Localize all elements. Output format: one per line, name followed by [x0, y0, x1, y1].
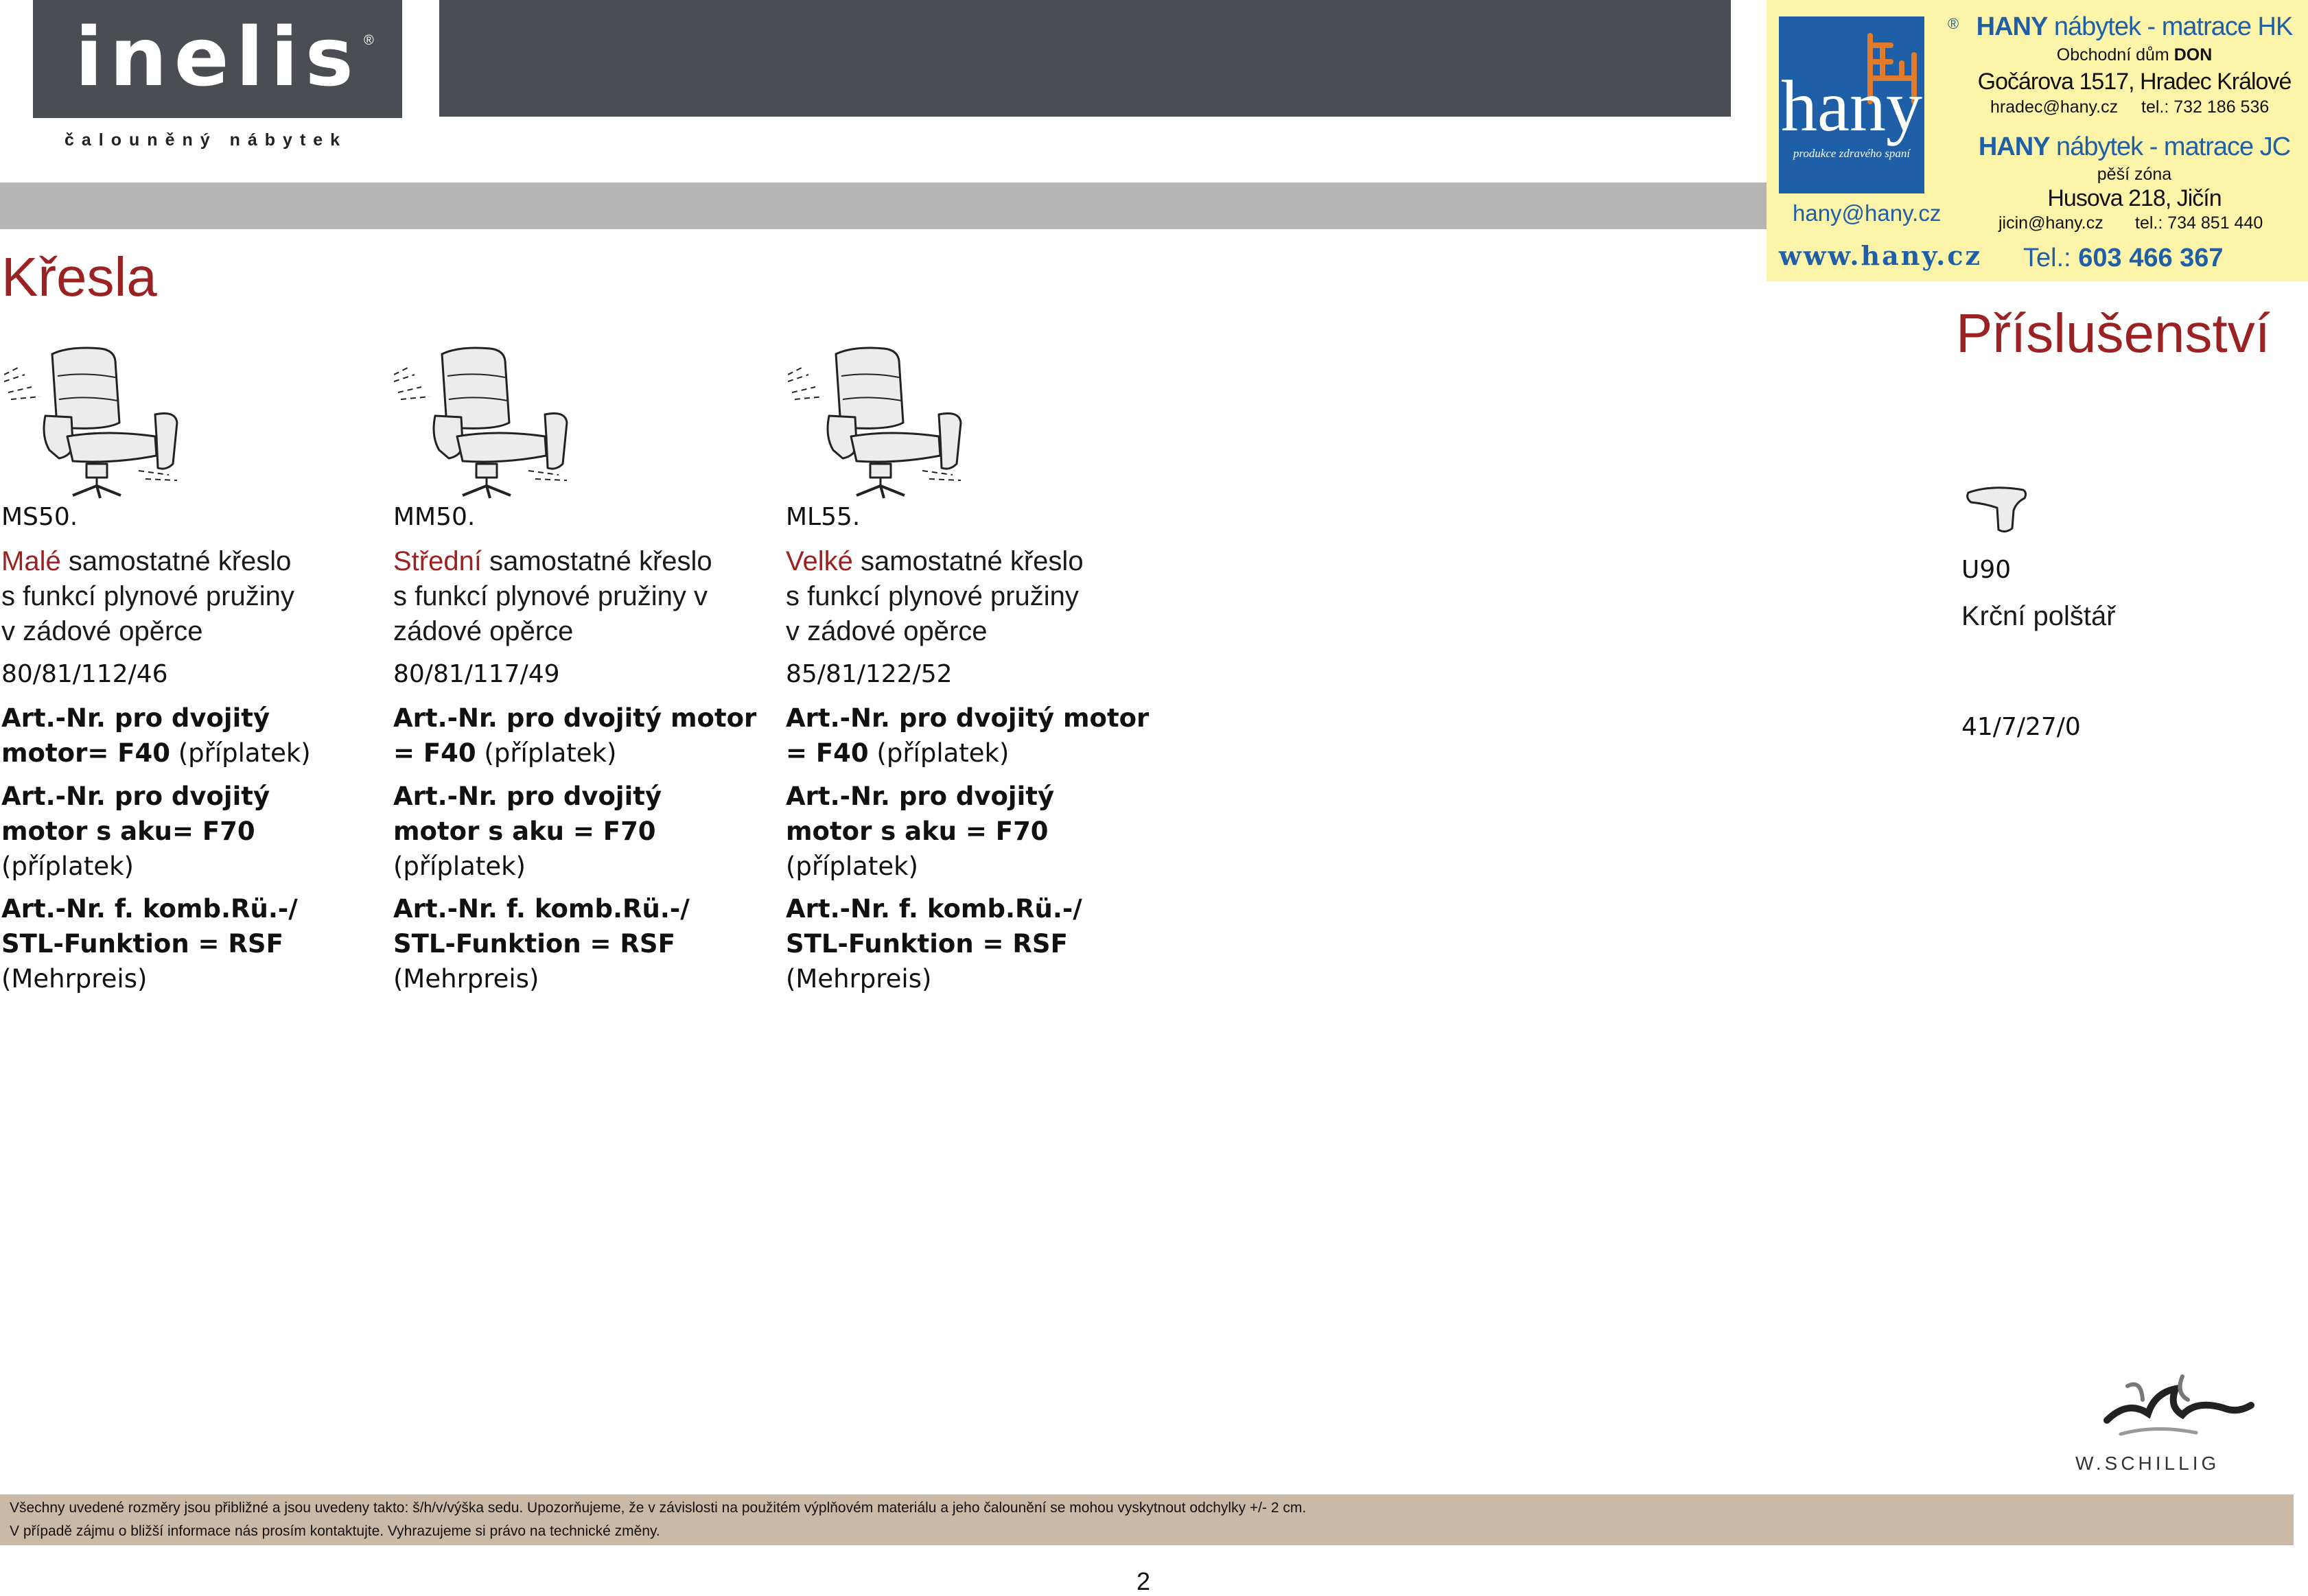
product-description: Malé samostatné křeslo s funkcí plynové pružiny v zádové opěrce — [1, 546, 294, 646]
hk-address: Gočárova 1517, Hradec Králové — [1977, 69, 2292, 95]
footer-disclaimer: Všechny uvedené rozměry jsou přibližné a jsou uvedeny takto: š/h/v/výška sedu. Upozorňujeme, že v závislosti na použitém výplňovém materiálu a jeho čalounění se mohou vyskytnout odchylky +/- 2 cm. — [10, 1500, 1307, 1516]
hany-logo-subtitle: produkce zdravého spaní — [1793, 147, 1911, 160]
product-code: MM50. — [393, 503, 476, 531]
dealer-email[interactable]: hany@hany.cz — [1793, 200, 1942, 226]
schillig-logo-text: W.SCHILLIG — [2075, 1453, 2220, 1474]
product-description: Střední samostatné křeslo s funkcí plynové pružiny v zádové opěrce — [393, 546, 712, 646]
section-title-accessories: Příslušenství — [1956, 303, 2270, 364]
jc-zone: pěší zóna — [2097, 165, 2172, 184]
brand-tagline: čalouněný nábytek — [65, 130, 348, 150]
option-f40: Art.-Nr. pro dvojitý motor = F40 (příplatek) — [393, 703, 757, 768]
option-f40: Art.-Nr. pro dvojitý motor = F40 (příplatek) — [786, 703, 1150, 768]
product-code: ML55. — [786, 503, 861, 531]
footer-contact-note: V případě zájmu o bližší informace nás prosím kontaktujte. Vyhrazujeme si právo na technické změny. — [10, 1523, 660, 1539]
chair-illustration-ms50 — [4, 333, 189, 505]
product-dimensions: 80/81/117/49 — [393, 660, 560, 688]
accessory-code: U90 — [1961, 556, 2012, 584]
product-dimensions: 80/81/112/46 — [1, 660, 168, 688]
hany-registered-mark: ® — [1948, 15, 1959, 32]
chair-illustration-ml55 — [788, 333, 973, 505]
option-rsf: Art.-Nr. f. komb.Rü.-/ STL-Funktion = RSF (Mehrpreis) — [393, 894, 690, 994]
hany-logo-text: hany — [1780, 66, 1923, 146]
accessory-dimensions: 41/7/27/0 — [1961, 713, 2081, 741]
option-rsf: Art.-Nr. f. komb.Rü.-/ STL-Funktion = RSF (Mehrpreis) — [786, 894, 1082, 994]
section-title-chairs: Křesla — [1, 246, 157, 307]
jc-phone[interactable]: tel.: 734 851 440 — [2135, 213, 2263, 233]
brand-logo: inelis — [75, 10, 360, 104]
hk-phone[interactable]: tel.: 732 186 536 — [2141, 97, 2270, 117]
hk-email[interactable]: hradec@hany.cz — [1990, 97, 2119, 117]
option-f70: Art.-Nr. pro dvojitý motor s aku = F70 (příplatek) — [786, 782, 1055, 881]
jc-store-title: HANY nábytek - matrace JC — [1978, 132, 2291, 161]
product-description: Velké samostatné křeslo s funkcí plynové pružiny v zádové opěrce — [786, 546, 1084, 646]
page-number: 2 — [1136, 1567, 1151, 1595]
jc-email[interactable]: jicin@hany.cz — [1998, 213, 2103, 233]
jc-address: Husova 218, Jičín — [2047, 185, 2222, 211]
hk-store-title: HANY nábytek - matrace HK — [1976, 12, 2293, 41]
option-rsf: Art.-Nr. f. komb.Rü.-/ STL-Funktion = RSF (Mehrpreis) — [1, 894, 298, 994]
brand-registered-mark: ® — [364, 33, 374, 48]
product-code: MS50. — [1, 503, 78, 531]
option-f40: Art.-Nr. pro dvojitý motor= F40 (příplatek) — [1, 703, 311, 768]
schillig-logo-icon — [2100, 1372, 2258, 1448]
dealer-phone[interactable]: Tel.: 603 466 367 — [2023, 244, 2224, 272]
option-f70: Art.-Nr. pro dvojitý motor s aku= F70 (příplatek) — [1, 782, 270, 881]
accessory-name: Krční polštář — [1961, 601, 2116, 631]
hk-building: Obchodní dům DON — [2056, 45, 2213, 64]
neck-pillow-icon — [1964, 483, 2030, 535]
chair-illustration-mm50 — [394, 333, 579, 505]
dealer-website[interactable]: www.hany.cz — [1779, 240, 1983, 271]
product-dimensions: 85/81/122/52 — [786, 660, 953, 688]
header-bar — [439, 0, 1731, 117]
header-band — [0, 183, 1767, 229]
option-f70: Art.-Nr. pro dvojitý motor s aku = F70 (příplatek) — [393, 782, 662, 881]
